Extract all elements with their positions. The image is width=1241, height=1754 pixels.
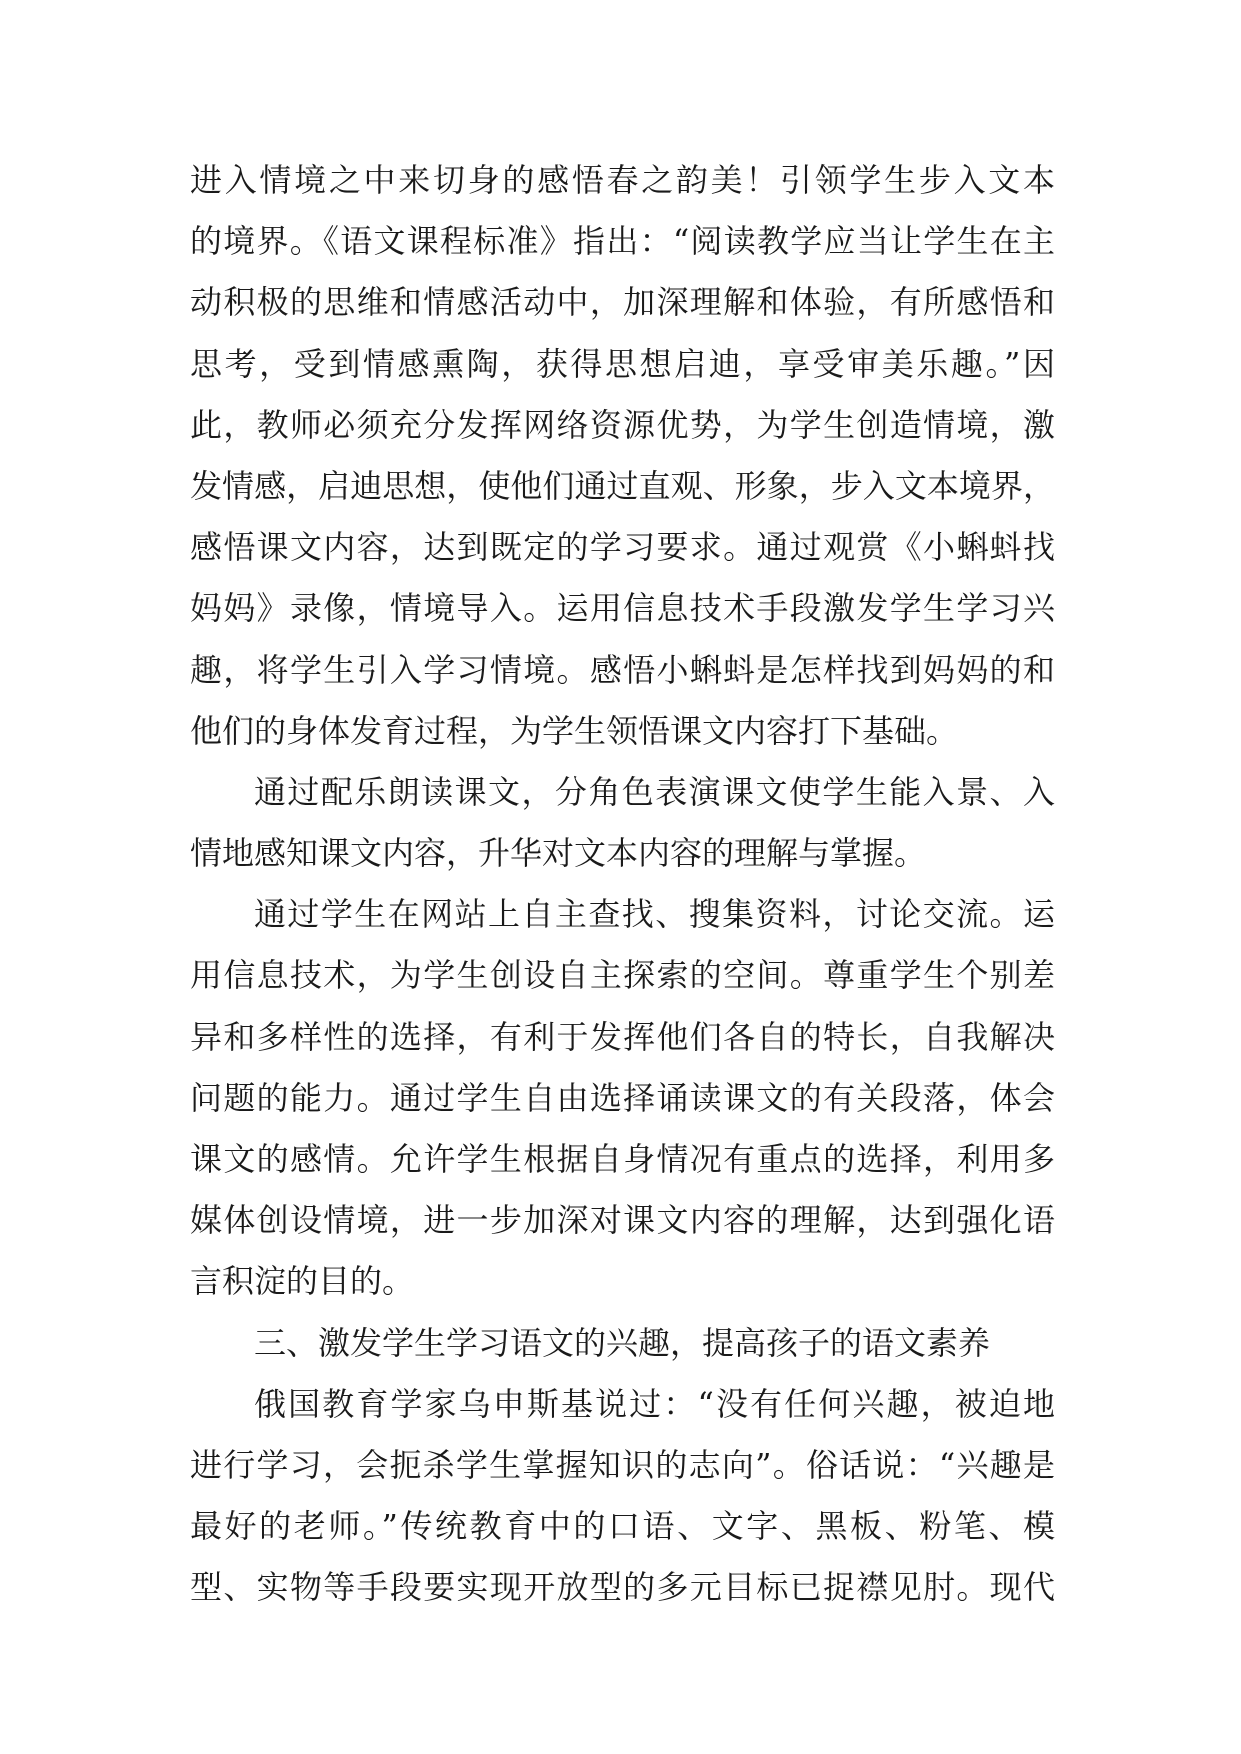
text-line: 三、激发学生学习语文的兴趣，提高孩子的语文素养 [254, 1323, 991, 1362]
text-line: 异和多样性的选择，有利于发挥他们各自的特长，自我解决 [190, 1017, 1055, 1056]
text-line: 进入情境之中来切身的感悟春之韵美！引领学生步入文本 [190, 161, 1055, 199]
text-line: 感悟课文内容，达到既定的学习要求。通过观赏《小蝌蚪找 [190, 528, 1055, 567]
body-text [190, 150, 1055, 1619]
text-line: 用信息技术，为学生创设自主探索的空间。尊重学生个别差 [190, 956, 1055, 995]
text-line: 型、实物等手段要实现开放型的多元目标已捉襟见肘。现代 [190, 1568, 1055, 1607]
text-line: 思考，受到情感熏陶，获得思想启迪，享受审美乐趣。”因 [190, 344, 1055, 383]
text-line: 通过学生在网站上自主查找、搜集资料，讨论交流。运 [254, 895, 1055, 934]
text-line: 妈妈》录像，情境导入。运用信息技术手段激发学生学习兴 [190, 589, 1055, 628]
text-line: 课文的感情。允许学生根据自身情况有重点的选择，利用多 [190, 1140, 1055, 1178]
text-line: 他们的身体发育过程，为学生领悟课文内容打下基础。 [190, 711, 959, 750]
text-line: 媒体创设情境，进一步加深对课文内容的理解，达到强化语 [190, 1201, 1055, 1240]
text-line: 发情感，启迪思想，使他们通过直观、形象，步入文本境界， [190, 466, 1055, 505]
text-line: 俄国教育学家乌申斯基说过：“没有任何兴趣，被迫地 [254, 1384, 1055, 1423]
text-line: 进行学习，会扼杀学生掌握知识的志向”。俗话说：“兴趣是 [190, 1445, 1055, 1484]
text-line: 问题的能力。通过学生自由选择诵读课文的有关段落，体会 [190, 1078, 1055, 1117]
text-line: 最好的老师。”传统教育中的口语、文字、黑板、粉笔、模 [190, 1507, 1055, 1546]
text-line: 的境界。《语文课程标准》指出：“阅读教学应当让学生在主 [190, 222, 1055, 261]
text-line: 言积淀的目的。 [190, 1262, 415, 1301]
text-line: 此，教师必须充分发挥网络资源优势，为学生创造情境，激 [190, 405, 1055, 444]
text-line: 动积极的思维和情感活动中，加深理解和体验，有所感悟和 [190, 283, 1055, 322]
text-line: 通过配乐朗读课文，分角色表演课文使学生能入景、入 [254, 772, 1055, 811]
text-line: 趣，将学生引入学习情境。感悟小蝌蚪是怎样找到妈妈的和 [190, 650, 1055, 689]
text-line: 情地感知课文内容，升华对文本内容的理解与掌握。 [190, 834, 927, 873]
